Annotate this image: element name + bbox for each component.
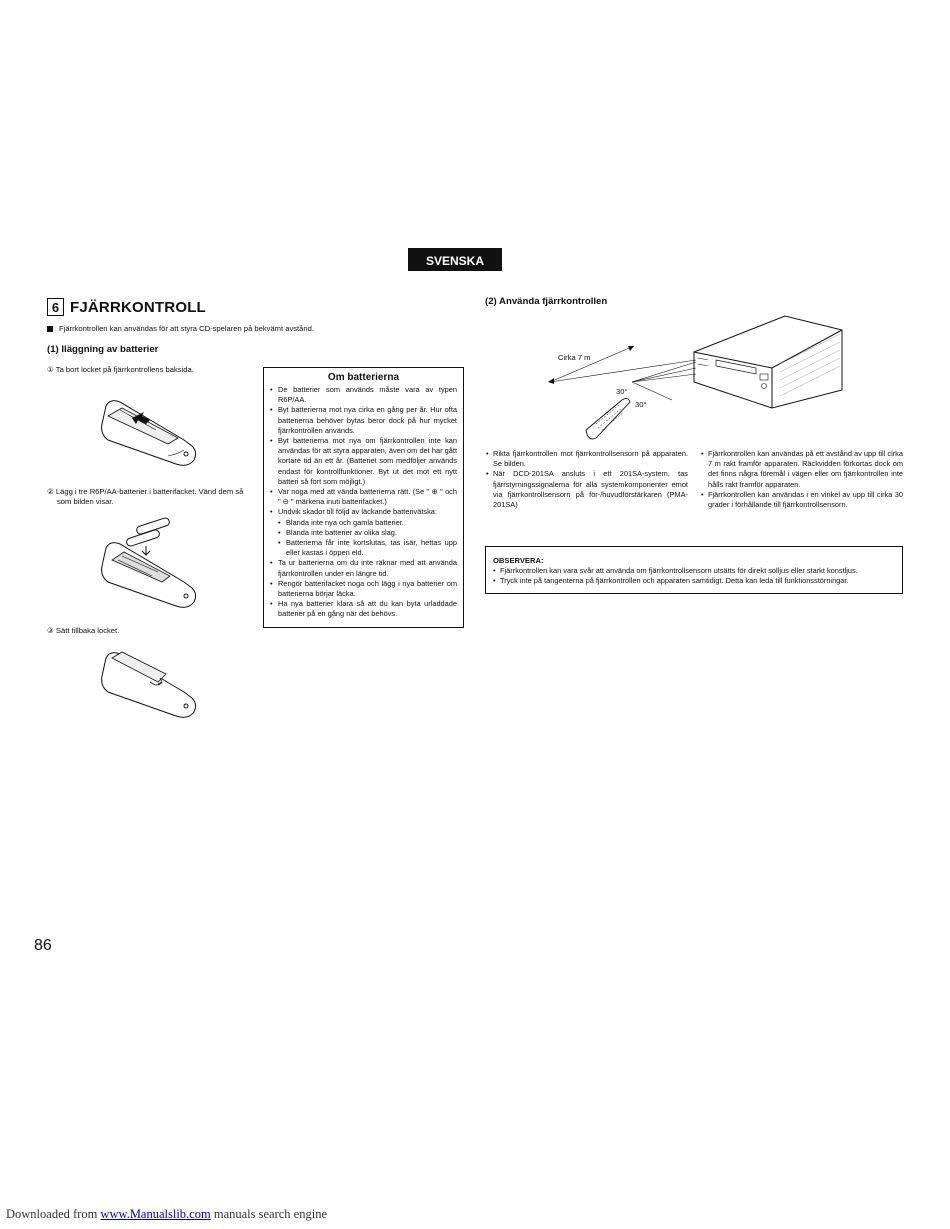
section-number: 6 <box>47 298 64 316</box>
list-item: • Byt batterierna mot nya cirka en gång per år. Hur ofta batterierna behöver bytas beror dock på hur mycket fjärrkontrollen används. <box>270 405 457 436</box>
observera-title: OBSERVERA: <box>493 556 544 565</box>
part2-heading: (2) Använda fjärrkontrollen <box>485 296 608 307</box>
list-item: • Fjärrkontrollen kan användas i en vinkel av upp till cirka 30 grader i förhållande till fjärrkontrollsensorn. <box>701 490 903 510</box>
battery-info-box <box>263 367 464 628</box>
list-item: • Var noga med att vända batterierna rätt. (Se " ⊕ " och " ⊖ " märkena inuti batterifacket.) <box>270 487 457 507</box>
list-item: • Byt batterierna mot nya om fjärrkontrollen inte kan användas för att styra apparaten, även om det har gått kortare tid än ett år. (Batteriet som medföljer används endast för kontrollfunktioner. Byt ut det mot ett nytt batteri så fort som möjligt.) <box>270 436 457 487</box>
section-heading <box>47 298 206 316</box>
sub-list-item: • Batterierna får inte kortslutas, tas isär, hettas upp eller kastas i öppen eld. <box>270 538 457 558</box>
remote-range-diagram <box>540 312 850 440</box>
list-item: • Ha nya batterier klara så att du kan byta urladdade batterier på en gång när det behövs. <box>270 599 457 619</box>
manualslib-link[interactable]: www.Manualslib.com <box>100 1207 211 1221</box>
language-tab <box>408 248 502 271</box>
footer-suffix: manuals search engine <box>210 1207 327 1221</box>
list-item: • Ta ur batterierna om du inte räknar med att använda fjärrkontrollen under en längre tid. <box>270 558 457 578</box>
usage-notes-right <box>701 449 903 510</box>
list-item: • Fjärrkontrollen kan användas på ett avstånd av upp till cirka 7 m rakt framför apparaten. Räckvidden förkortas dock om det finns några föremål i vägen eller om fjärrkontrollen inte hålls rakt framför apparaten. <box>701 449 903 490</box>
language-label: SVENSKA <box>425 254 484 268</box>
usage-notes-left <box>486 449 688 510</box>
list-item: • De batterier som används måste vara av typen R6P/AA. <box>270 385 457 405</box>
step-1: ① Ta bort locket på fjärrkontrollens baksida. <box>47 365 194 374</box>
remote-cover-removal-illustration <box>98 394 200 470</box>
step-3: ③ Sätt tillbaka locket. <box>47 626 120 635</box>
battery-insertion-illustration <box>98 518 200 610</box>
footer-prefix: Downloaded from <box>6 1207 101 1221</box>
angle-label-upper: 30° <box>616 387 628 396</box>
sub-list-item: • Blanda inte nya och gamla batterier. <box>270 518 457 528</box>
battery-box-title: Om batterierna <box>327 372 400 383</box>
step-2-continued: som bilden visar. <box>57 497 114 506</box>
step-2: ② Lägg i tre R6P/AA-batterier i batterifacket. Vänd dem så <box>47 487 244 496</box>
list-item: • Rengör batterifacket noga och lägg i nya batterier om batterierna börjar läcka. <box>270 579 457 599</box>
list-item: • Tryck inte på tangenterna på fjärrkontrollen och apparaten samtidigt. Detta kan leda till funktionsstörningar. <box>493 576 895 586</box>
intro-line <box>47 324 314 333</box>
intro-text: Fjärrkontrollen kan användas för att styra CD-spelaren på bekvämt avstånd. <box>59 324 314 333</box>
list-item: • Undvik skador till följd av läckande batterivätska: <box>270 507 457 517</box>
square-bullet-icon <box>47 326 53 332</box>
distance-label: Cirka 7 m <box>558 353 591 362</box>
download-footer <box>6 1207 327 1222</box>
angle-label-lower: 30° <box>635 400 647 409</box>
list-item: • När DCD-201SA ansluts i ett 201SA-system, tas fjärrstyrningssignalerna för alla systemkomponenter emot via fjärrkontrollsensorn på för-/huvudförstärkaren (PMA-201SA) <box>486 469 688 510</box>
battery-tips-list <box>270 385 457 620</box>
list-item: • Rikta fjärrkontrollen mot fjärrkontrollsensorn på apparaten. Se bilden. <box>486 449 688 469</box>
sub-list-item: • Blanda inte batterier av olika slag. <box>270 528 457 538</box>
cover-replacement-illustration <box>98 648 200 722</box>
section-title: FJÄRRKONTROLL <box>70 298 206 316</box>
part1-heading: (1) Iläggning av batterier <box>47 344 159 355</box>
observera-box <box>485 546 903 594</box>
page-number: 86 <box>34 937 52 954</box>
list-item: • Fjärrkontrollen kan vara svår att använda om fjärrkontrollsensorn utsätts för direkt solljus eller starkt konstljus. <box>493 566 895 576</box>
